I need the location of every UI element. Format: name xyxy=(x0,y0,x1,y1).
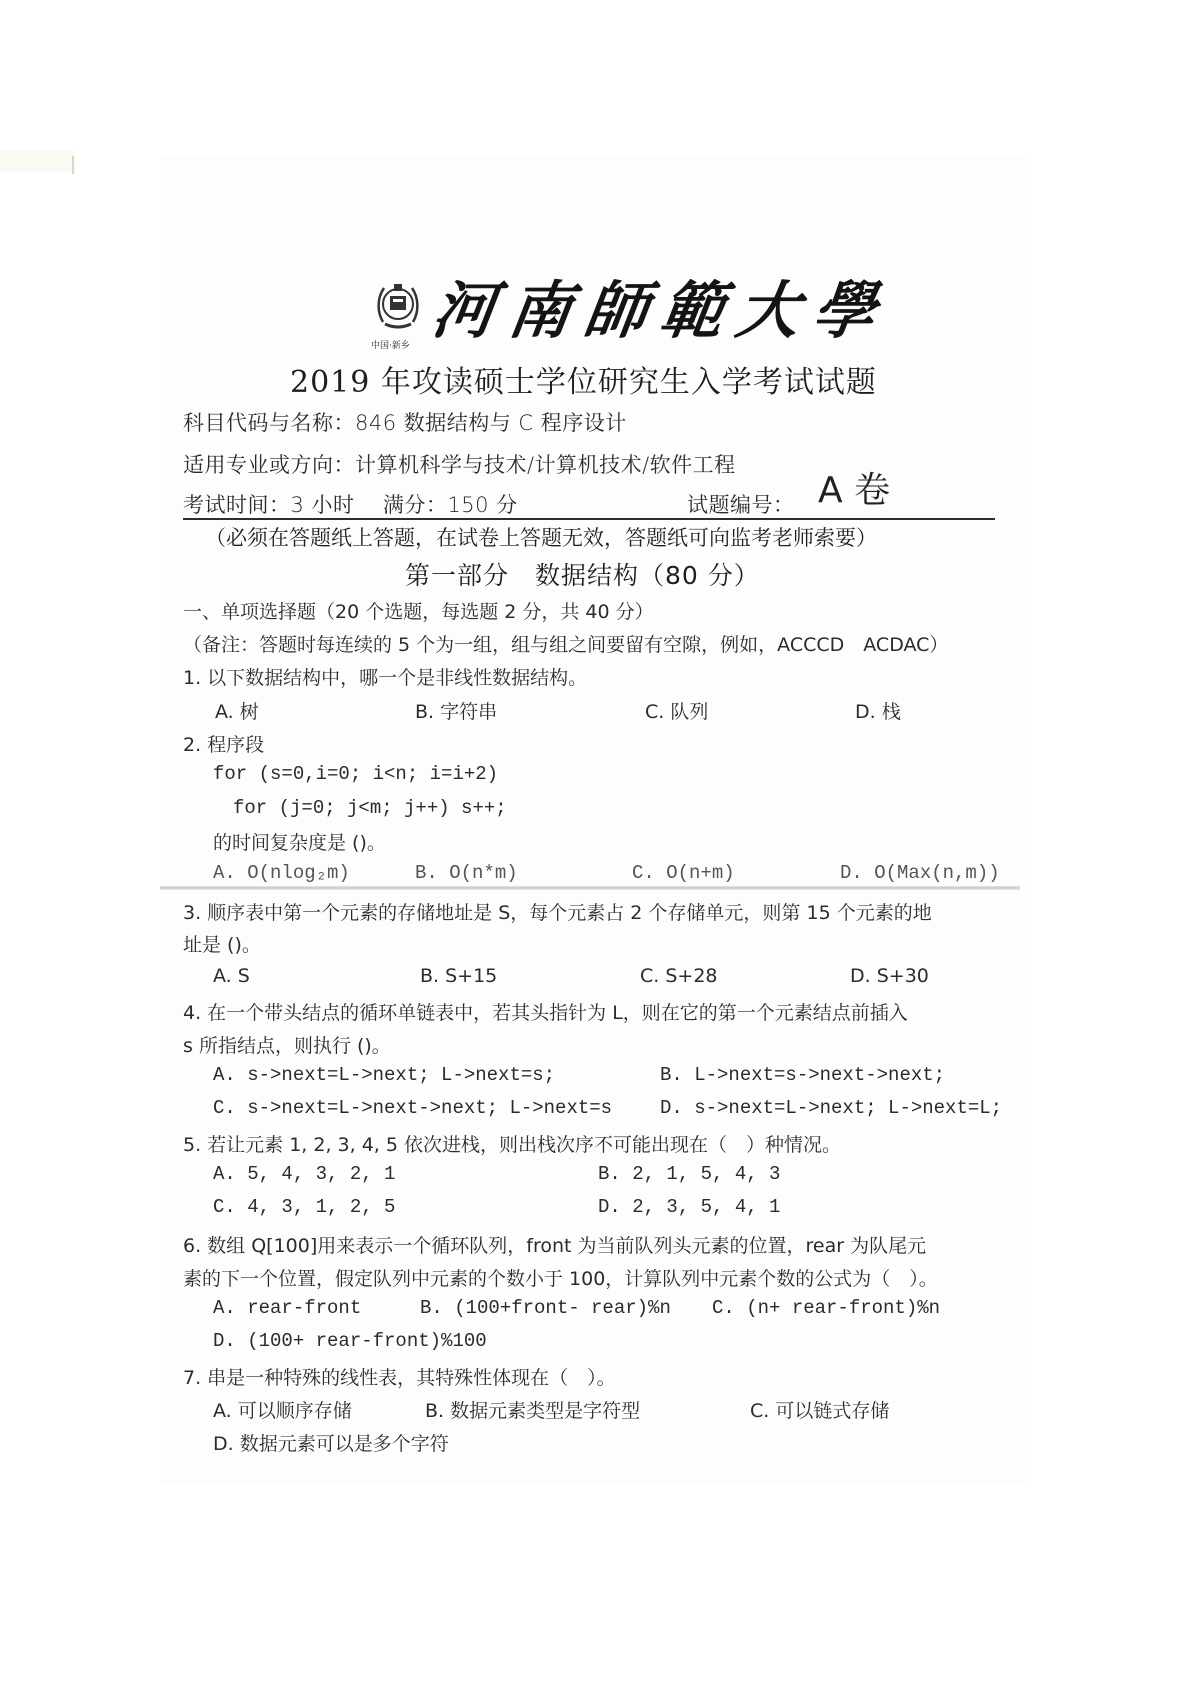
paper-no-label: 试题编号： xyxy=(687,493,795,517)
score-label: 满分： xyxy=(382,493,448,517)
option-d: D. 2, 3, 5, 4, 1 xyxy=(598,1196,781,1218)
code-line: for (j=0; j<m; j++) s++; xyxy=(233,797,507,819)
option-b: B. S+15 xyxy=(420,965,498,987)
section-remark: （备注：答题时每连续的 5 个为一组，组与组之间要留有空隙，例如，ACCCD ACDAC） xyxy=(183,634,949,656)
option-b: B. 字符串 xyxy=(415,701,498,723)
scan-edge-mark xyxy=(72,156,74,174)
question-stem: 6. 数组 Q[100]用来表示一个循环队列，front 为当前队列头元素的位置，rear 为队尾元 xyxy=(183,1235,927,1257)
answer-notice: （必须在答题纸上答题，在试卷上答题无效，答题纸可向监考老师索要） xyxy=(205,526,877,550)
option-b: B. (100+front- rear)%n xyxy=(420,1297,671,1319)
option-b: B. L->next=s->next->next; xyxy=(660,1064,946,1086)
option-c: C. s->next=L->next->next; L->next=s xyxy=(213,1097,613,1119)
option-c: C. 可以链式存储 xyxy=(750,1400,890,1422)
option-a: A. s->next=L->next; L->next=s; xyxy=(213,1064,556,1086)
option-a: A. O(nlog₂m) xyxy=(213,862,350,884)
time-value: 3 小时 xyxy=(290,493,355,517)
time-label: 考试时间： xyxy=(183,493,291,517)
question-stem: 址是 ()。 xyxy=(183,934,261,956)
option-b: B. 数据元素类型是字符型 xyxy=(425,1400,641,1422)
score-value: 150 分 xyxy=(447,493,518,517)
option-d: D. S+30 xyxy=(850,965,929,987)
question-stem: 1. 以下数据结构中，哪一个是非线性数据结构。 xyxy=(183,667,588,689)
emblem-caption: 中国·新乡 xyxy=(371,341,410,351)
option-c: C. 队列 xyxy=(645,701,709,723)
subject-row xyxy=(183,407,627,437)
major-label: 适用专业或方向： xyxy=(183,453,355,477)
question-stem-after: 的时间复杂度是 ()。 xyxy=(213,832,386,854)
header-divider xyxy=(183,518,995,520)
option-a: A. 可以顺序存储 xyxy=(213,1400,352,1422)
option-d: D. 数据元素可以是多个字符 xyxy=(213,1433,449,1455)
section-title: 一、单项选择题（20 个选题，每选题 2 分，共 40 分） xyxy=(183,601,654,623)
option-a: A. 5, 4, 3, 2, 1 xyxy=(213,1163,396,1185)
major-value: 计算机科学与技术/计算机技术/软件工程 xyxy=(355,453,736,477)
option-a: A. 树 xyxy=(215,701,259,723)
option-a: A. S xyxy=(213,965,250,987)
option-d: D. O(Max(n,m)) xyxy=(840,862,1000,884)
major-row xyxy=(183,449,736,479)
question-stem: 4. 在一个带头结点的循环单链表中，若其头指针为 L，则在它的第一个元素结点前插入 xyxy=(183,1002,908,1024)
university-masthead xyxy=(371,262,895,351)
question-stem: 5. 若让元素 1, 2, 3, 4, 5 依次进栈，则出栈次序不可能出现在（ ）种情况。 xyxy=(183,1134,842,1156)
question-stem: 3. 顺序表中第一个元素的存储地址是 S，每个元素占 2 个存储单元，则第 15 个元素的地 xyxy=(183,902,932,924)
question-stem: 7. 串是一种特殊的线性表，其特殊性体现在（ ）。 xyxy=(183,1367,616,1389)
option-d: D. (100+ rear-front)%100 xyxy=(213,1330,487,1352)
option-d: D. s->next=L->next; L->next=L; xyxy=(660,1097,1003,1119)
option-c: C. 4, 3, 1, 2, 5 xyxy=(213,1196,396,1218)
university-emblem-icon xyxy=(371,278,421,351)
option-b: B. O(n*m) xyxy=(415,862,518,884)
paper-fold-line xyxy=(160,886,1020,890)
subject-label: 科目代码与名称： xyxy=(183,411,355,435)
paper-no-value: A 卷 xyxy=(818,470,891,511)
university-name: 河南師範大學 xyxy=(427,274,895,347)
part-title: 第一部分 数据结构（80 分） xyxy=(405,561,760,590)
question-stem: 2. 程序段 xyxy=(183,734,265,756)
exam-title: 2019 年攻读硕士学位研究生入学考试试题 xyxy=(290,365,877,400)
scan-edge-strip xyxy=(0,150,75,172)
question-stem: s 所指结点，则执行 ()。 xyxy=(183,1035,391,1057)
option-c: C. (n+ rear-front)%n xyxy=(712,1297,941,1319)
subject-value: 846 数据结构与 C 程序设计 xyxy=(355,411,627,435)
time-score-row xyxy=(183,489,518,519)
option-c: C. O(n+m) xyxy=(632,862,735,884)
code-line: for (s=0,i=0; i<n; i=i+2) xyxy=(213,763,499,785)
option-d: D. 栈 xyxy=(855,701,901,723)
option-a: A. rear-front xyxy=(213,1297,362,1319)
option-c: C. S+28 xyxy=(640,965,718,987)
option-b: B. 2, 1, 5, 4, 3 xyxy=(598,1163,781,1185)
question-stem: 素的下一个位置，假定队列中元素的个数小于 100，计算队列中元素个数的公式为（ ）。 xyxy=(183,1268,938,1290)
